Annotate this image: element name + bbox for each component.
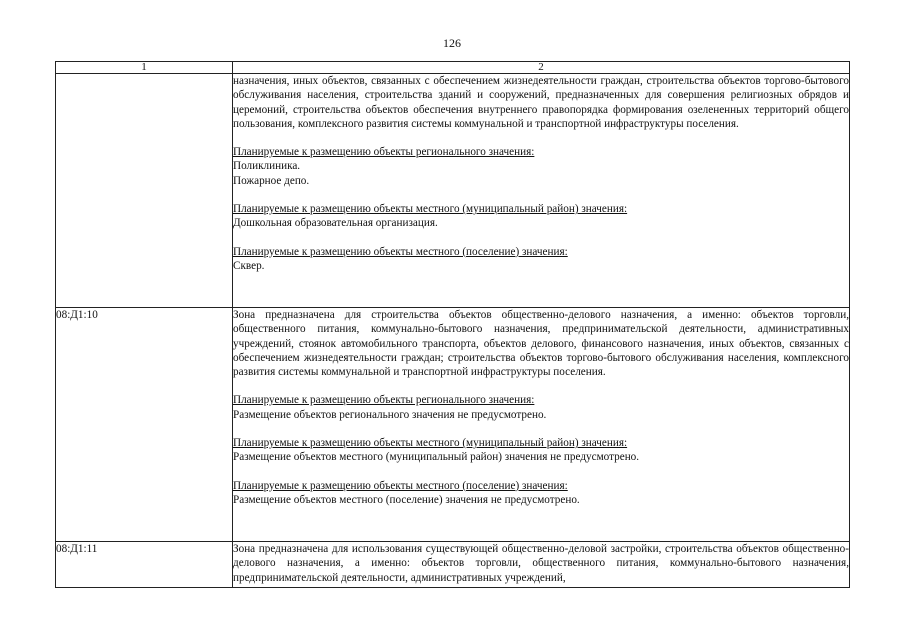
planned-objects-group — [233, 479, 849, 508]
group-item: Пожарное депо. — [233, 174, 310, 187]
zone-description-cell — [233, 542, 850, 588]
zone-description: Зона предназначена для использования существующей общественно-деловой застройки, строительства объектов общественно-делового назначения, а именно: объектов торговли, общественного питания, коммунально-бытового назначения, предпринимательской деятельности, административных учреждений, — [233, 543, 849, 584]
planned-objects-group — [233, 145, 849, 188]
zone-code — [56, 74, 233, 308]
table-row — [56, 74, 850, 308]
planned-objects-group — [233, 436, 849, 465]
group-heading: Планируемые к размещению объекты местного (муниципальный район) значения: — [233, 203, 628, 216]
planned-objects-group — [233, 245, 849, 274]
zone-description-cell — [233, 74, 850, 308]
group-item: Поликлиника. — [233, 160, 301, 173]
column-header-2: 2 — [233, 62, 850, 74]
zone-description-cell — [233, 308, 850, 542]
planned-objects-group — [233, 393, 849, 422]
group-item: Размещение объектов местного (муниципальный район) значения не предусмотрено. — [233, 451, 640, 464]
zone-code: 08:Д1:11 — [56, 542, 233, 588]
column-header-1: 1 — [56, 62, 233, 74]
group-item: Сквер. — [233, 259, 265, 272]
zones-table — [55, 61, 850, 588]
planned-objects-group — [233, 202, 849, 231]
group-heading: Планируемые к размещению объекты местного (поселение) значения: — [233, 245, 568, 258]
zone-code: 08:Д1:10 — [56, 308, 233, 542]
table-header-row — [56, 62, 850, 74]
group-heading: Планируемые к размещению объекты регионального значения: — [233, 394, 535, 407]
group-item: Дошкольная образовательная организация. — [233, 217, 438, 230]
zone-description: назначения, иных объектов, связанных с обеспечением жизнедеятельности граждан, строительства объектов торгово-бытового обслуживания населения, строительства зданий и сооружений, предназначенных для совершения религиозных обрядов и церемоний, строительства объектов обеспечения внутреннего правопорядка формирования озелененных территорий общего пользования, комплексного развития системы коммунальной и транспортной инфраструктуры поселения. — [233, 75, 849, 130]
group-heading: Планируемые к размещению объекты регионального значения: — [233, 146, 535, 159]
group-item: Размещение объектов регионального значения не предусмотрено. — [233, 408, 547, 421]
page-number: 126 — [443, 36, 461, 50]
table-row — [56, 542, 850, 588]
group-item: Размещение объектов местного (поселение) значения не предусмотрено. — [233, 493, 580, 506]
group-heading: Планируемые к размещению объекты местного (поселение) значения: — [233, 479, 568, 492]
zone-description: Зона предназначена для строительства объектов общественно-делового назначения, а именно: объектов торговли, общественного питания, коммунально-бытового назначения, предпринимательской деятельности, административных учреждений, стоянок автомобильного транспорта, объектов делового, финансового назначения, иных объектов, связанных с обеспечением жизнедеятельности граждан; строительства объектов торгово-бытового обслуживания населения, комплексного развития системы коммунальной и транспортной инфраструктуры поселения. — [233, 309, 849, 379]
table-row — [56, 308, 850, 542]
description-clip — [233, 542, 849, 586]
group-heading: Планируемые к размещению объекты местного (муниципальный район) значения: — [233, 437, 628, 450]
